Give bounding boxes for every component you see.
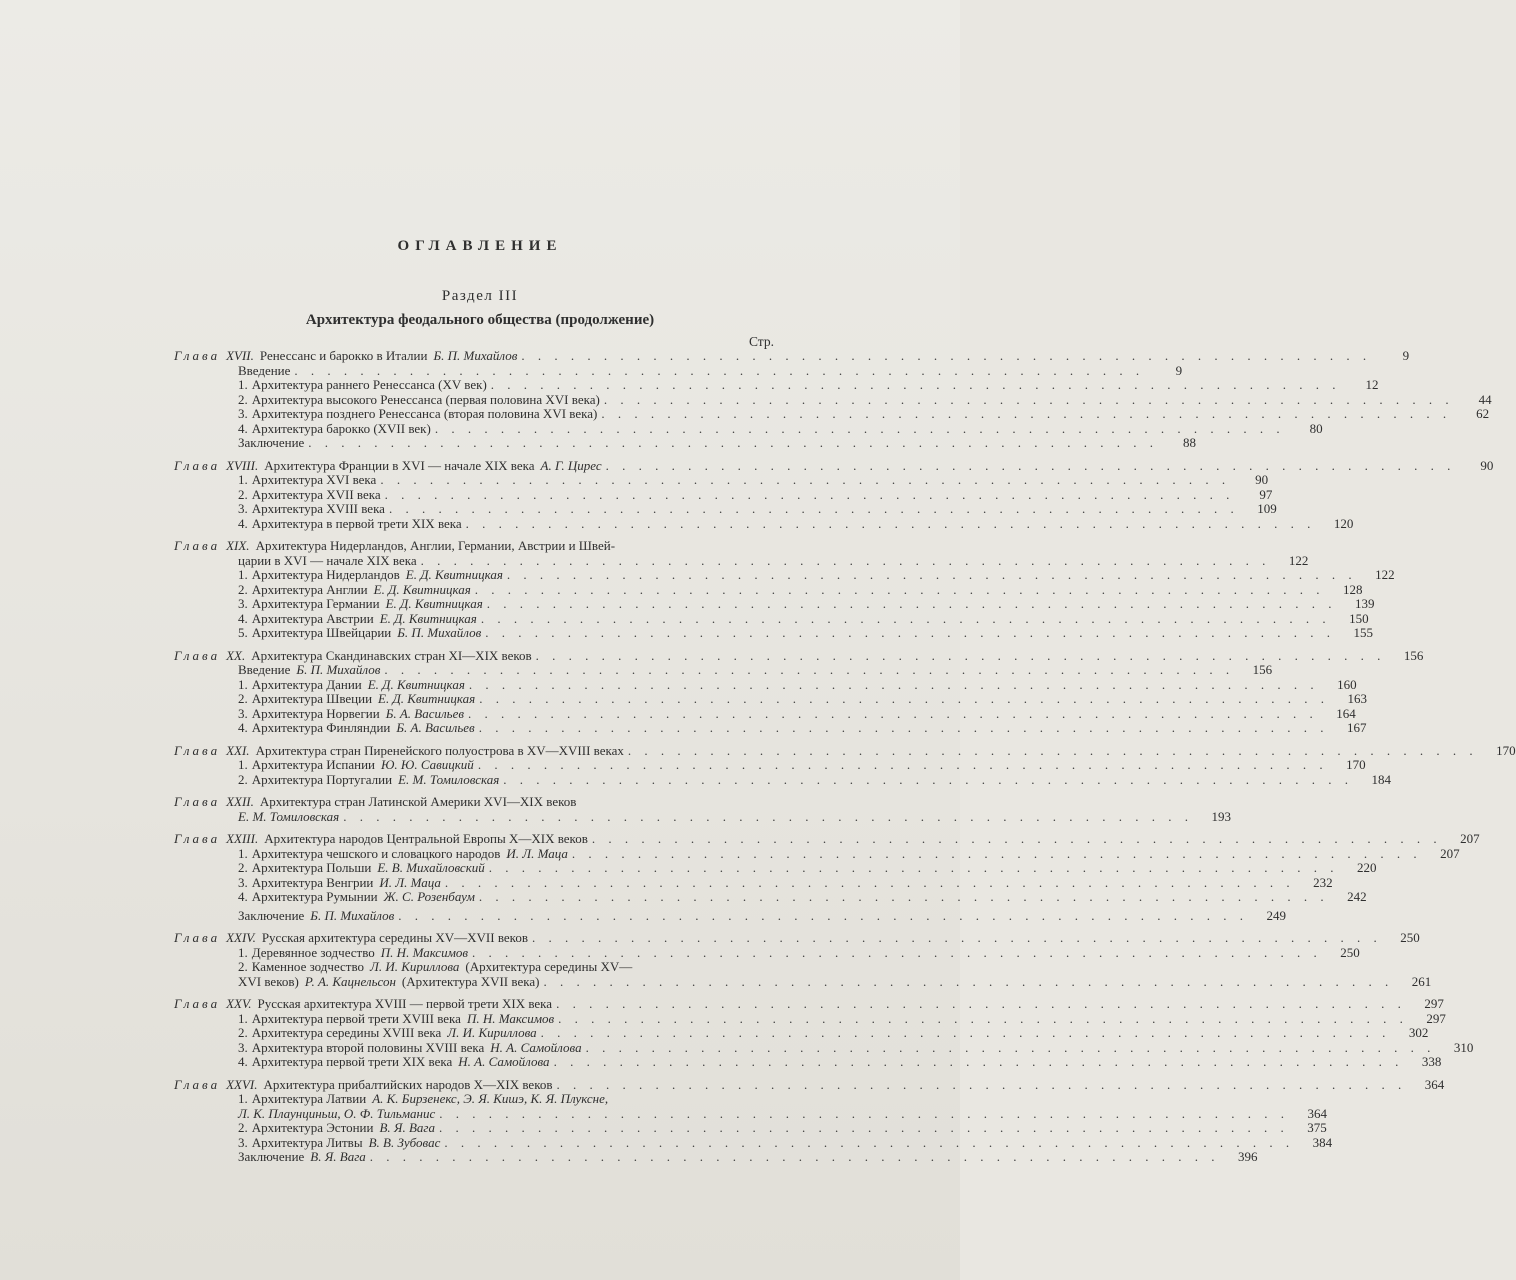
leader-dots: . . . . . . . . . . . . . . . . . . . . . . . . . . . . . . . . . . . . . . . . . . . . . . . . . . . . (308, 435, 1159, 450)
item-author: П. Н. Максимов (466, 1010, 555, 1026)
chapter-row (174, 647, 1424, 664)
item-number: 2. (238, 860, 248, 875)
leader-dots: . . . . . . . . . . . . . . . . . . . . . . . . . . . . . . . . . . . . . . . . . . . . . . . . . . . . (384, 662, 1235, 677)
page-number: 232 (1313, 874, 1333, 890)
leader-dots: . . . . . . . . . . . . . . . . . . . . . . . . . . . . . . . . . . . . . . . . . . . . . . . . . . . . (571, 845, 1422, 861)
item-author: Е. М. Томиловская (398, 771, 500, 787)
leader-dots: . . . . . . . . . . . . . . . . . . . . . . . . . . . . . . . . . . . . . . . . . . . . . . . . . . . . (398, 907, 1249, 923)
chapter-row (174, 348, 1410, 364)
leader-dots: . . . . . . . . . . . . . . . . . . . . . . . . . . . . . . . . . . . . . . . . . . . . . . . . . . . . (535, 647, 1386, 663)
toc-item (174, 874, 1333, 891)
leader-dots: . . . . . . . . . . . . . . . . . . . . . . . . . . . . . . . . . . . . . . . . . . . . . . . . . . . . (439, 1105, 1289, 1121)
item-title: Архитектура Венгрии (251, 874, 374, 890)
section-title: Архитектура феодального общества (продолжение) (305, 312, 655, 328)
toc-item (174, 1105, 1327, 1122)
leader-dots: . . . . . . . . . . . . . . . . . . . . . . . . . . . . . . . . . . . . . . . . . . . . . . . . . . . . (585, 1039, 1436, 1055)
page-number: 150 (1349, 610, 1369, 626)
item-title: Архитектура чешского и словацкого народов (251, 845, 501, 861)
item-title: Заключение (238, 907, 305, 923)
item-number: 3. (238, 705, 248, 721)
item-title-extra: (Архитектура середины XV— (465, 959, 633, 974)
item-number: 5. (238, 625, 248, 640)
page-number: 364 (1307, 1105, 1327, 1121)
leader-dots: . . . . . . . . . . . . . . . . . . . . . . . . . . . . . . . . . . . . . . . . . . . . . . . . . . . . (488, 860, 1339, 875)
item-number: 1. (238, 944, 248, 960)
chapter-row (174, 795, 774, 810)
toc-item (174, 1092, 774, 1107)
item-number: 3. (238, 1134, 248, 1150)
item-title: Архитектура Нидерландов (251, 567, 400, 582)
page-number: 242 (1347, 889, 1367, 904)
chapter-word: Глава (174, 647, 221, 663)
page-number: 220 (1357, 860, 1377, 875)
item-title: Заключение (238, 435, 305, 450)
item-title: Введение (238, 662, 291, 677)
leader-dots: . . . . . . . . . . . . . . . . . . . . . . . . . . . . . . . . . . . . . . . . . . . . . . . . . . . . (474, 581, 1325, 597)
page-number: 128 (1343, 581, 1363, 597)
chapter-row-continued (174, 808, 1231, 825)
table-of-contents (174, 334, 1516, 1165)
chapter-title: Русская архитектура середины XV—XVII веков (261, 930, 528, 945)
chapter-author: Е. М. Томиловская (238, 808, 340, 824)
page-number: 97 (1259, 486, 1273, 502)
item-author: Н. А. Самойлова (458, 1054, 550, 1069)
page-number: 44 (1478, 391, 1492, 407)
page-number: 160 (1337, 676, 1357, 692)
item-author: Л. К. Плаунциньш, О. Ф. Тильманис (238, 1105, 436, 1121)
toc-item (174, 944, 1360, 961)
section-label: Раздел III (441, 288, 519, 304)
toc-item (174, 845, 1460, 862)
leader-dots: . . . . . . . . . . . . . . . . . . . . . . . . . . . . . . . . . . . . . . . . . . . . . . . . . . . . (480, 610, 1331, 626)
leader-dots: . . . . . . . . . . . . . . . . . . . . . . . . . . . . . . . . . . . . . . . . . . . . . . . . . . . . (465, 515, 1316, 531)
toc-item (174, 1025, 1429, 1041)
leader-dots: . . . . . . . . . . . . . . . . . . . . . . . . . . . . . . . . . . . . . . . . . . . . . . . . . . . . (478, 720, 1329, 735)
leader-dots: . . . . . . . . . . . . . . . . . . . . . . . . . . . . . . . . . . . . . . . . . . . . . . . . . . . . (343, 808, 1193, 824)
item-title: Архитектура в первой трети XIX века (251, 515, 462, 531)
leader-dots: . . . . . . . . . . . . . . . . . . . . . . . . . . . . . . . . . . . . . . . . . . . . . . . . . . . . (503, 771, 1354, 787)
toc-item (174, 907, 1287, 924)
page-number: 396 (1238, 1149, 1258, 1164)
chapter-number: XIX. (226, 538, 250, 553)
page-number: 156 (1252, 662, 1273, 677)
leader-dots: . . . . . . . . . . . . . . . . . . . . . . . . . . . . . . . . . . . . . . . . . . . . . . . . . . . . (490, 377, 1341, 392)
chapter-number: XVII. (226, 348, 254, 363)
item-title: Деревянное зодчество (251, 944, 375, 960)
item-number: 1. (238, 757, 248, 772)
toc-item (174, 567, 1395, 583)
item-author: Л. И. Кириллова (447, 1025, 537, 1040)
page-number: 302 (1408, 1025, 1429, 1040)
leader-dots: . . . . . . . . . . . . . . . . . . . . . . . . . . . . . . . . . . . . . . . . . . . . . . . . . . . . (506, 567, 1357, 582)
toc-item (174, 435, 1197, 451)
page-number: 207 (1460, 831, 1480, 846)
item-title: Архитектура Швеции (251, 691, 373, 706)
item-title: Заключение (238, 1149, 305, 1164)
item-number: 2. (238, 1025, 248, 1040)
item-title: Каменное зодчество (251, 959, 365, 974)
chapter-number: XXIV. (226, 930, 256, 945)
item-author: Б. А. Васильев (396, 720, 475, 735)
leader-dots: . . . . . . . . . . . . . . . . . . . . . . . . . . . . . . . . . . . . . . . . . . . . . . . . . . . . (627, 742, 1478, 758)
leader-dots: . . . . . . . . . . . . . . . . . . . . . . . . . . . . . . . . . . . . . . . . . . . . . . . . . . . . (531, 930, 1382, 945)
leader-dots: . . . . . . . . . . . . . . . . . . . . . . . . . . . . . . . . . . . . . . . . . . . . . . . . . . . . (591, 831, 1442, 846)
page-number: 250 (1400, 930, 1420, 945)
chapter-number: XXII. (226, 794, 254, 809)
page-title: ОГЛАВЛЕНИЕ (397, 238, 563, 254)
toc-item (174, 662, 1273, 678)
toc-item (174, 973, 1432, 990)
item-author: И. Л. Маца (506, 845, 568, 861)
page-number: 184 (1371, 771, 1392, 787)
item-title: Архитектура середины XVIII века (251, 1025, 442, 1040)
item-number: 3. (238, 501, 248, 516)
page-number: 88 (1183, 435, 1197, 450)
toc-item (174, 420, 1323, 437)
item-number: 1. (238, 567, 248, 582)
leader-dots: . . . . . . . . . . . . . . . . . . . . . . . . . . . . . . . . . . . . . . . . . . . . . . . . . . . . (553, 1054, 1404, 1069)
item-number: 1. (238, 676, 248, 692)
toc-item (174, 515, 1354, 532)
chapter-title-continued: царии в XVI — начале XIX века (238, 552, 417, 568)
leader-dots: . . . . . . . . . . . . . . . . . . . . . . . . . . . . . . . . . . . . . . . . . . . . . . . . . . . . (468, 676, 1319, 692)
item-title: Архитектура второй половины XVIII века (251, 1039, 485, 1055)
leader-dots: . . . . . . . . . . . . . . . . . . . . . . . . . . . . . . . . . . . . . . . . . . . . . . . . . . . . (601, 406, 1452, 421)
leader-dots: . . . . . . . . . . . . . . . . . . . . . . . . . . . . . . . . . . . . . . . . . . . . . . . . . . . . (556, 996, 1406, 1011)
toc-item (174, 472, 1269, 488)
page-number: 167 (1346, 720, 1367, 735)
toc-item (174, 757, 1366, 773)
item-number: 1. (238, 377, 248, 392)
page-number: 384 (1312, 1134, 1333, 1150)
leader-dots: . . . . . . . . . . . . . . . . . . . . . . . . . . . . . . . . . . . . . . . . . . . . . . . . . . . . (369, 1149, 1220, 1164)
toc-item (174, 610, 1369, 627)
toc-item (174, 889, 1367, 905)
leader-dots: . . . . . . . . . . . . . . . . . . . . . . . . . . . . . . . . . . . . . . . . . . . . . . . . . . . . (556, 1076, 1407, 1092)
item-title: Архитектура первой трети XIX века (251, 1054, 453, 1069)
toc-item (174, 1134, 1333, 1151)
toc-item (174, 691, 1367, 707)
item-author: П. Н. Максимов (380, 944, 469, 960)
chapter-title: Архитектура стран Латинской Америки XVI—XIX веков (259, 794, 577, 809)
item-title: Архитектура Латвии (251, 1091, 367, 1106)
chapter-word: Глава (174, 930, 221, 945)
page-number: 364 (1424, 1076, 1445, 1092)
chapter-title: Архитектура стран Пиренейского полуострова в XV—XVIII веках (255, 742, 624, 758)
item-title: Архитектура Румынии (251, 889, 378, 904)
chapter-title: Архитектура Нидерландов, Англии, Германии, Австрии и Швей- (255, 538, 616, 553)
page-number: 90 (1255, 472, 1269, 487)
chapter-number: XVIII. (226, 457, 259, 473)
item-title: Архитектура Норвегии (251, 705, 380, 721)
page-number: 122 (1288, 552, 1309, 568)
chapter-row (174, 1076, 1445, 1093)
item-number: 2. (238, 691, 248, 706)
item-title: Архитектура Польши (251, 860, 372, 875)
chapter-word: Глава (174, 1076, 221, 1092)
page-number: 170 (1496, 742, 1516, 758)
page-number: 109 (1257, 501, 1277, 516)
chapter-row-continued (174, 552, 1309, 569)
chapter-title: Архитектура народов Центральной Европы X—XIX веков (264, 831, 588, 846)
item-title: Архитектура первой трети XVIII века (251, 1010, 461, 1026)
chapter-word: Глава (174, 538, 221, 553)
item-title: XVI веков) (238, 973, 299, 989)
item-title: Архитектура раннего Ренессанса (XV век) (251, 377, 487, 392)
page-number: 338 (1421, 1054, 1442, 1069)
item-number: 3. (238, 406, 248, 421)
page-number: 62 (1476, 406, 1490, 421)
page-column-label: Стр. (748, 334, 774, 349)
chapter-title: Архитектура Франции в XVI — начале XIX века (264, 457, 535, 473)
leader-dots: . . . . . . . . . . . . . . . . . . . . . . . . . . . . . . . . . . . . . . . . . . . . . . . . . . . . (478, 889, 1329, 904)
page-number: 12 (1365, 377, 1379, 392)
item-number: 4. (238, 420, 248, 436)
leader-dots: . . . . . . . . . . . . . . . . . . . . . . . . . . . . . . . . . . . . . . . . . . . . . . . . . . . . (294, 362, 1145, 378)
item-number: 1. (238, 845, 248, 861)
leader-dots: . . . . . . . . . . . . . . . . . . . . . . . . . . . . . . . . . . . . . . . . . . . . . . . . . . . . (468, 705, 1318, 721)
page-number: 120 (1333, 515, 1354, 531)
item-title: Архитектура позднего Ренессанса (вторая половина XVI века) (251, 406, 598, 421)
toc-item (174, 960, 774, 975)
item-number: 4. (238, 889, 248, 904)
chapter-author: А. Г. Цирес (540, 457, 602, 473)
page-number: 249 (1266, 907, 1287, 923)
item-number: 3. (238, 596, 248, 611)
item-author: В. Я. Вага (310, 1149, 366, 1164)
toc-item (174, 625, 1373, 641)
toc-item (174, 1120, 1327, 1136)
page-number: 80 (1309, 420, 1323, 436)
chapter-word: Глава (174, 457, 221, 473)
leader-dots: . . . . . . . . . . . . . . . . . . . . . . . . . . . . . . . . . . . . . . . . . . . . . . . . . . . . (485, 625, 1335, 640)
item-title-extra: (Архитектура XVII века) (401, 973, 540, 989)
leader-dots: . . . . . . . . . . . . . . . . . . . . . . . . . . . . . . . . . . . . . . . . . . . . . . . . . . . . (486, 596, 1337, 611)
chapter-row (174, 457, 1494, 474)
item-title: Архитектура Литвы (251, 1134, 363, 1150)
leader-dots: . . . . . . . . . . . . . . . . . . . . . . . . . . . . . . . . . . . . . . . . . . . . . . . . . . . . (558, 1010, 1408, 1026)
item-number: 3. (238, 874, 248, 890)
chapter-title: Архитектура Скандинавских стран XI—XIX веков (251, 647, 532, 663)
item-title: Архитектура барокко (XVII век) (251, 420, 431, 436)
item-title: Архитектура Португалии (251, 771, 393, 787)
item-author: Ю. Ю. Савицкий (380, 757, 474, 772)
item-author: Б. П. Михайлов (296, 662, 381, 677)
chapter-row (174, 930, 1420, 946)
toc-item (174, 771, 1392, 788)
chapter-number: XXV. (226, 996, 252, 1011)
leader-dots: . . . . . . . . . . . . . . . . . . . . . . . . . . . . . . . . . . . . . . . . . . . . . . . . . . . . (540, 1025, 1391, 1040)
item-title: Архитектура XVIII века (251, 501, 385, 516)
toc-item (174, 501, 1277, 517)
chapter-word: Глава (174, 348, 221, 363)
toc-item (174, 1039, 1474, 1056)
item-author: В. В. Зубовас (368, 1134, 441, 1150)
toc-item (174, 406, 1490, 422)
leader-dots: . . . . . . . . . . . . . . . . . . . . . . . . . . . . . . . . . . . . . . . . . . . . . . . . . . . . (444, 1134, 1295, 1150)
item-author: Б. А. Васильев (385, 705, 465, 721)
page-number: 297 (1424, 996, 1444, 1011)
item-author: Е. Д. Квитницкая (378, 691, 476, 706)
item-author: Ж. С. Розенбаум (383, 889, 475, 904)
item-number: 2. (238, 581, 248, 597)
item-number: 4. (238, 1054, 248, 1069)
chapter-word: Глава (174, 831, 221, 846)
page-number: 139 (1355, 596, 1375, 611)
page-number: 310 (1453, 1039, 1474, 1055)
item-number: 1. (238, 1091, 248, 1106)
leader-dots: . . . . . . . . . . . . . . . . . . . . . . . . . . . . . . . . . . . . . . . . . . . . . . . . . . . . (477, 757, 1328, 772)
item-title: Архитектура Эстонии (251, 1120, 374, 1135)
leader-dots: . . . . . . . . . . . . . . . . . . . . . . . . . . . . . . . . . . . . . . . . . . . . . . . . . . . . (444, 874, 1295, 890)
item-number: 4. (238, 515, 248, 531)
item-author: В. Я. Вага (379, 1120, 435, 1135)
page-number: 375 (1307, 1120, 1327, 1135)
leader-dots: . . . . . . . . . . . . . . . . . . . . . . . . . . . . . . . . . . . . . . . . . . . . . . . . . . . . (605, 457, 1456, 473)
item-number: 2. (238, 486, 248, 502)
page-number: 261 (1411, 973, 1432, 989)
item-title: Архитектура Швейцарии (251, 625, 392, 640)
page-number: 297 (1426, 1010, 1446, 1026)
item-title: Архитектура Англии (251, 581, 368, 597)
item-title: Введение (238, 362, 291, 378)
item-title: Архитектура XVII века (251, 486, 381, 502)
toc-item (174, 581, 1363, 598)
leader-dots: . . . . . . . . . . . . . . . . . . . . . . . . . . . . . . . . . . . . . . . . . . . . . . . . . . . . (384, 486, 1235, 502)
page-number: 250 (1340, 944, 1360, 960)
chapter-number: XXVI. (226, 1076, 258, 1092)
item-number: 3. (238, 1039, 248, 1055)
item-title: Архитектура высокого Ренессанса (первая половина XVI века) (251, 391, 600, 407)
item-number: 1. (238, 472, 248, 487)
item-title: Архитектура Германии (251, 596, 380, 611)
item-number: 2. (238, 391, 248, 407)
chapter-word: Глава (174, 996, 221, 1011)
page-number: 164 (1336, 705, 1356, 721)
item-title: Архитектура XVI века (251, 472, 377, 487)
chapter-title: Русская архитектура XVIII — первой трети XIX века (257, 996, 553, 1011)
page-number: 122 (1375, 567, 1395, 582)
toc-item (174, 705, 1356, 722)
chapter-word: Глава (174, 742, 221, 758)
item-author: Б. П. Михайлов (310, 907, 395, 923)
page-number: 156 (1403, 647, 1424, 663)
chapter-row (174, 742, 1516, 759)
item-author: Л. И. Кириллова (370, 959, 460, 974)
toc-item (174, 1010, 1446, 1027)
leader-dots: . . . . . . . . . . . . . . . . . . . . . . . . . . . . . . . . . . . . . . . . . . . . . . . . . . . . (479, 691, 1329, 706)
chapter-number: XX. (226, 647, 246, 663)
item-author: Е. Д. Квитницкая (379, 610, 477, 626)
item-title: Архитектура Дании (251, 676, 362, 692)
item-title: Архитектура Австрии (251, 610, 374, 626)
item-author: Р. А. Кацнельсон (304, 973, 396, 989)
toc-item (174, 486, 1273, 503)
chapter-number: XXIII. (226, 831, 259, 846)
page-number: 9 (1402, 348, 1410, 363)
item-author: И. Л. Маца (379, 874, 441, 890)
item-number: 2. (238, 959, 248, 974)
toc-item (174, 676, 1357, 693)
page-number: 9 (1175, 362, 1183, 378)
toc-item (174, 860, 1377, 876)
item-author: Е. Д. Квитницкая (367, 676, 465, 692)
leader-dots: . . . . . . . . . . . . . . . . . . . . . . . . . . . . . . . . . . . . . . . . . . . . . . . . . . . . (438, 1120, 1289, 1135)
page-number: 170 (1346, 757, 1366, 772)
leader-dots: . . . . . . . . . . . . . . . . . . . . . . . . . . . . . . . . . . . . . . . . . . . . . . . . . . . . (543, 973, 1394, 989)
item-author: Е. Д. Квитницкая (385, 596, 483, 611)
item-author: А. К. Бирзенекс, Э. Я. Кишэ, К. Я. Плуксне, (372, 1091, 609, 1106)
item-number: 2. (238, 771, 248, 787)
item-author: Н. А. Самойлова (490, 1039, 582, 1055)
chapter-row (174, 539, 774, 554)
page-number: 155 (1353, 625, 1373, 640)
item-number: 2. (238, 1120, 248, 1135)
leader-dots: . . . . . . . . . . . . . . . . . . . . . . . . . . . . . . . . . . . . . . . . . . . . . . . . . . . . (388, 501, 1239, 516)
chapter-word: Глава (174, 794, 221, 809)
toc-item (174, 1054, 1442, 1070)
item-author: Е. В. Михайловский (377, 860, 485, 875)
item-number: 4. (238, 720, 248, 735)
page-number: 90 (1480, 457, 1494, 473)
toc-item (174, 391, 1492, 408)
chapter-author: Б. П. Михайлов (433, 348, 518, 363)
page-number: 193 (1211, 808, 1231, 824)
item-number: 4. (238, 610, 248, 626)
toc-item (174, 596, 1375, 612)
page-number: 163 (1347, 691, 1367, 706)
chapter-number: XXI. (226, 742, 250, 758)
item-title: Архитектура Финляндии (251, 720, 391, 735)
page-number: 207 (1440, 845, 1460, 861)
toc-item (174, 377, 1379, 393)
chapter-row (174, 996, 1444, 1012)
leader-dots: . . . . . . . . . . . . . . . . . . . . . . . . . . . . . . . . . . . . . . . . . . . . . . . . . . . . (434, 420, 1285, 436)
chapter-row (174, 831, 1480, 847)
leader-dots: . . . . . . . . . . . . . . . . . . . . . . . . . . . . . . . . . . . . . . . . . . . . . . . . . . . . (420, 552, 1271, 568)
toc-body (174, 348, 1516, 1165)
leader-dots: . . . . . . . . . . . . . . . . . . . . . . . . . . . . . . . . . . . . . . . . . . . . . . . . . . . . (603, 391, 1454, 407)
toc-item (174, 362, 1183, 379)
item-number: 1. (238, 1010, 248, 1026)
leader-dots: . . . . . . . . . . . . . . . . . . . . . . . . . . . . . . . . . . . . . . . . . . . . . . . . . . . . (380, 472, 1231, 487)
toc-item (174, 1149, 1258, 1165)
chapter-title: Архитектура прибалтийских народов X—XIX веков (263, 1076, 553, 1092)
item-author: Б. П. Михайлов (397, 625, 482, 640)
item-author: Е. Д. Квитницкая (373, 581, 471, 597)
toc-item (174, 720, 1367, 736)
item-author: Е. Д. Квитницкая (405, 567, 503, 582)
item-title: Архитектура Испании (251, 757, 375, 772)
chapter-title: Ренессанс и барокко в Италии (259, 348, 428, 363)
leader-dots: . . . . . . . . . . . . . . . . . . . . . . . . . . . . . . . . . . . . . . . . . . . . . . . . . . . . (472, 944, 1322, 960)
leader-dots: . . . . . . . . . . . . . . . . . . . . . . . . . . . . . . . . . . . . . . . . . . . . . . . . . . . . (521, 348, 1372, 363)
